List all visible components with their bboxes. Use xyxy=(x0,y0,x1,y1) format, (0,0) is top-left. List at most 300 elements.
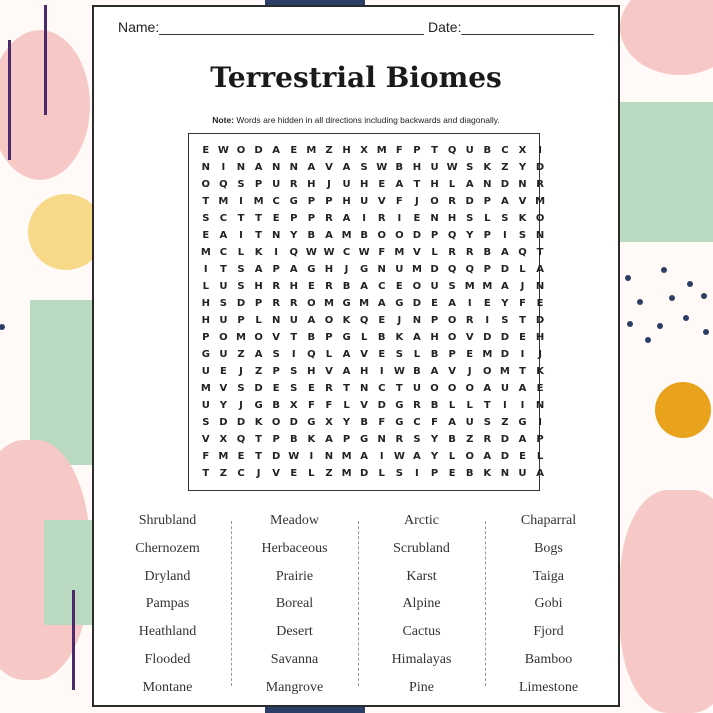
grid-letter: U xyxy=(201,366,210,377)
grid-letter: M xyxy=(482,349,493,360)
grid-letter: T xyxy=(519,366,526,377)
grid-letter: H xyxy=(307,179,316,190)
grid-letter: E xyxy=(290,145,298,156)
grid-letter: V xyxy=(465,332,474,343)
grid-letter: S xyxy=(501,315,509,326)
grid-letter: I xyxy=(503,230,507,241)
grid-letter: T xyxy=(255,451,262,462)
word-item: Montane xyxy=(142,679,193,695)
grid-letter: B xyxy=(448,434,456,445)
grid-letter: Q xyxy=(236,434,246,445)
grid-letter: U xyxy=(465,145,474,156)
grid-letter: R xyxy=(325,383,333,394)
grid-letter: Y xyxy=(466,230,474,241)
grid-letter: A xyxy=(536,264,544,275)
grid-letter: S xyxy=(466,162,474,173)
grid-letter: N xyxy=(271,162,281,173)
grid-letter: S xyxy=(202,417,210,428)
grid-letter: V xyxy=(360,400,369,411)
grid-letter: R xyxy=(395,434,404,445)
grid-letter: A xyxy=(325,434,333,445)
grid-letter: M xyxy=(359,298,370,309)
grid-row xyxy=(197,176,549,193)
grid-letter: C xyxy=(501,145,509,156)
grid-letter: A xyxy=(430,366,439,377)
grid-letter: A xyxy=(413,451,421,462)
grid-letter: N xyxy=(271,230,281,241)
grid-letter: E xyxy=(202,145,210,156)
word-item: Herbaceous xyxy=(261,540,328,556)
grid-letter: A xyxy=(254,162,263,173)
deco-green-rect-left-2 xyxy=(44,520,92,625)
grid-letter: U xyxy=(360,196,369,207)
grid-letter: A xyxy=(307,315,316,326)
grid-letter: N xyxy=(535,230,545,241)
grid-letter: R xyxy=(536,179,544,190)
grid-letter: D xyxy=(500,264,510,275)
grid-letter: N xyxy=(430,213,439,224)
grid-letter: V xyxy=(272,468,281,479)
grid-letter: C xyxy=(237,468,245,479)
grid-row xyxy=(197,261,549,278)
grid-letter: P xyxy=(325,196,333,207)
grid-row xyxy=(197,244,549,261)
grid-letter: X xyxy=(518,145,527,156)
grid-letter: D xyxy=(359,468,369,479)
grid-letter: Y xyxy=(430,451,439,462)
grid-letter: I xyxy=(485,315,490,326)
grid-letter: N xyxy=(535,400,545,411)
grid-letter: D xyxy=(236,298,246,309)
grid-letter: M xyxy=(411,264,422,275)
grid-letter: M xyxy=(253,196,264,207)
grid-letter: W xyxy=(446,162,458,173)
grid-letter: H xyxy=(535,332,545,343)
word-item: Boreal xyxy=(275,596,314,612)
word-item: Meadow xyxy=(270,513,319,528)
grid-letter: Y xyxy=(219,400,228,411)
grid-letter: I xyxy=(362,213,366,224)
deco-green-rect-right xyxy=(620,102,713,242)
grid-letter: S xyxy=(413,434,421,445)
grid-letter: R xyxy=(325,281,333,292)
word-item: Prairie xyxy=(275,568,314,584)
grid-letter: U xyxy=(219,315,228,326)
grid-letter: Z xyxy=(501,162,509,173)
grid-letter: B xyxy=(342,281,351,292)
grid-letter: N xyxy=(236,162,246,173)
grid-letter: S xyxy=(219,298,227,309)
grid-letter: Q xyxy=(518,247,527,258)
word-column xyxy=(358,507,485,702)
word-item: Limestone xyxy=(518,679,579,695)
grid-letter: M xyxy=(394,247,405,258)
grid-letter: I xyxy=(379,366,384,377)
word-item: Arctic xyxy=(404,513,439,528)
grid-letter: S xyxy=(466,213,474,224)
grid-letter: P xyxy=(483,196,491,207)
grid-letter: L xyxy=(325,349,333,360)
grid-letter: I xyxy=(239,196,243,207)
grid-letter: N xyxy=(518,179,527,190)
grid-letter: T xyxy=(219,264,227,275)
grid-letter: I xyxy=(538,417,542,428)
grid-letter: T xyxy=(413,179,421,190)
worksheet xyxy=(92,5,620,707)
grid-letter: E xyxy=(219,366,227,377)
grid-letter: G xyxy=(254,400,263,411)
grid-letter: L xyxy=(360,332,368,343)
grid-letter: O xyxy=(377,230,386,241)
grid-letter: A xyxy=(465,179,474,190)
grid-letter: O xyxy=(465,383,474,394)
grid-letter: E xyxy=(483,298,491,309)
grid-letter: S xyxy=(448,281,456,292)
grid-letter: D xyxy=(412,230,422,241)
grid-letter: E xyxy=(536,298,544,309)
grid-letter: M xyxy=(341,230,352,241)
grid-letter: K xyxy=(254,247,263,258)
grid-letter: A xyxy=(307,162,316,173)
grid-letter: J xyxy=(256,468,261,479)
word-item: Chaparral xyxy=(520,513,577,528)
grid-letter: A xyxy=(501,281,509,292)
grid-letter: L xyxy=(484,213,491,224)
grid-letter: H xyxy=(254,281,263,292)
grid-letter: S xyxy=(237,281,245,292)
grid-letter: L xyxy=(343,400,350,411)
grid-letter: G xyxy=(342,332,351,343)
word-item: Flooded xyxy=(144,651,191,667)
grid-letter: H xyxy=(324,264,334,275)
grid-letter: O xyxy=(236,145,246,156)
grid-letter: J xyxy=(327,179,331,190)
grid-letter: G xyxy=(395,400,404,411)
grid-letter: H xyxy=(201,298,210,309)
grid-letter: R xyxy=(448,247,456,258)
word-item: Bogs xyxy=(534,540,563,556)
grid-letter: J xyxy=(239,400,243,411)
grid-letter: P xyxy=(536,434,544,445)
grid-letter: C xyxy=(378,281,386,292)
grid-letter: H xyxy=(342,145,351,156)
grid-letter: G xyxy=(395,298,404,309)
grid-letter: H xyxy=(447,213,457,224)
grid-letter: I xyxy=(415,468,419,479)
grid-letter: L xyxy=(202,281,209,292)
grid-letter: G xyxy=(307,264,316,275)
grid-letter: N xyxy=(201,162,210,173)
grid-letter: K xyxy=(483,468,492,479)
grid-letter: A xyxy=(518,434,527,445)
grid-letter: Y xyxy=(430,434,439,445)
grid-letter: J xyxy=(520,281,525,292)
grid-letter: R xyxy=(289,298,298,309)
word-item: Dryland xyxy=(144,568,191,584)
grid-letter: D xyxy=(500,434,510,445)
grid-letter: R xyxy=(465,315,474,326)
grid-letter: E xyxy=(272,383,280,394)
grid-letter: O xyxy=(254,332,263,343)
grid-letter: V xyxy=(377,196,386,207)
grid-letter: A xyxy=(518,383,527,394)
grid-row xyxy=(197,295,549,312)
grid-letter: O xyxy=(447,315,457,326)
grid-letter: P xyxy=(202,332,210,343)
word-item: Bamboo xyxy=(524,651,573,667)
grid-letter: Z xyxy=(237,349,245,360)
grid-letter: W xyxy=(305,247,317,258)
grid-letter: W xyxy=(358,247,370,258)
grid-letter: N xyxy=(535,281,545,292)
deco-navy-dot-left xyxy=(0,322,8,332)
grid-letter: A xyxy=(413,332,421,343)
grid-letter: U xyxy=(395,264,404,275)
grid-letter: L xyxy=(431,247,438,258)
grid-letter: N xyxy=(377,434,386,445)
grid-letter: C xyxy=(219,247,228,258)
grid-letter: B xyxy=(360,230,368,241)
grid-letter: T xyxy=(519,315,526,326)
grid-letter: D xyxy=(500,332,510,343)
grid-letter: M xyxy=(218,451,229,462)
grid-letter: M xyxy=(200,247,211,258)
grid-letter: E xyxy=(378,315,386,326)
grid-row xyxy=(197,312,549,329)
grid-letter: F xyxy=(307,400,315,411)
grid-letter: A xyxy=(272,145,281,156)
grid-letter: S xyxy=(518,230,527,241)
grid-letter: A xyxy=(395,179,404,190)
grid-letter: G xyxy=(289,196,298,207)
grid-letter: D xyxy=(412,298,422,309)
grid-row xyxy=(197,431,549,448)
grid-letter: O xyxy=(447,383,457,394)
grid-letter: U xyxy=(289,315,298,326)
grid-letter: R xyxy=(413,400,421,411)
grid-letter: J xyxy=(415,196,419,207)
grid-letter: T xyxy=(343,383,350,394)
grid-letter: O xyxy=(307,298,316,309)
grid-letter: M xyxy=(200,383,211,394)
grid-letter: Q xyxy=(447,230,457,241)
grid-letter: R xyxy=(483,434,492,445)
grid-letter: W xyxy=(393,366,405,377)
grid-letter: A xyxy=(448,417,456,428)
grid-letter: T xyxy=(395,383,403,394)
grid-letter: E xyxy=(237,451,245,462)
word-item: Chernozem xyxy=(135,540,200,556)
grid-letter: B xyxy=(272,400,280,411)
grid-letter: O xyxy=(219,332,228,343)
grid-letter: M xyxy=(482,281,493,292)
note-text: Words are hidden in all directions including backwards and diagonally. xyxy=(234,115,500,125)
grid-letter: B xyxy=(430,349,439,360)
grid-letter: S xyxy=(202,213,210,224)
grid-letter: V xyxy=(201,434,210,445)
grid-letter: M xyxy=(499,366,510,377)
grid-letter: O xyxy=(395,230,404,241)
grid-letter: X xyxy=(360,145,368,156)
grid-letter: G xyxy=(518,417,527,428)
word-column xyxy=(485,507,612,702)
grid-letter: D xyxy=(289,417,298,428)
grid-letter: A xyxy=(501,196,509,207)
grid-letter: S xyxy=(272,349,280,360)
grid-letter: G xyxy=(201,349,210,360)
grid-letter: I xyxy=(239,230,243,241)
grid-letter: R xyxy=(272,298,281,309)
grid-letter: D xyxy=(377,400,386,411)
grid-letter: P xyxy=(272,264,280,275)
grid-letter: O xyxy=(465,451,474,462)
grid-letter: A xyxy=(483,383,492,394)
grid-row xyxy=(197,159,549,176)
word-item: Mangrove xyxy=(265,679,324,695)
grid-letter: K xyxy=(518,213,527,224)
grid-letter: C xyxy=(342,247,351,258)
grid-letter: L xyxy=(237,247,245,258)
grid-letter: T xyxy=(202,468,210,479)
grid-letter: F xyxy=(325,400,333,411)
grid-letter: J xyxy=(538,349,542,360)
grid-row xyxy=(197,193,549,210)
grid-letter: E xyxy=(290,468,298,479)
grid-row xyxy=(197,414,549,431)
grid-letter: C xyxy=(272,196,280,207)
grid-letter: I xyxy=(520,349,525,360)
grid-letter: E xyxy=(272,213,280,224)
grid-letter: B xyxy=(360,417,368,428)
deco-purple-line-3 xyxy=(72,590,75,690)
grid-letter: B xyxy=(377,332,386,343)
word-item: Pine xyxy=(409,679,434,695)
grid-letter: M xyxy=(236,332,246,343)
header-row xyxy=(118,19,594,41)
grid-letter: S xyxy=(237,383,245,394)
grid-letter: T xyxy=(255,230,262,241)
grid-letter: A xyxy=(483,451,492,462)
grid-letter: Q xyxy=(289,247,299,258)
grid-letter: S xyxy=(395,349,403,360)
grid-letter: J xyxy=(397,315,402,326)
grid-letter: D xyxy=(254,145,263,156)
grid-letter: K xyxy=(254,417,263,428)
grid-letter: L xyxy=(448,400,456,411)
grid-letter: I xyxy=(379,451,384,462)
grid-letter: I xyxy=(397,213,402,224)
grid-letter: P xyxy=(272,434,280,445)
grid-letter: O xyxy=(201,179,211,190)
grid-letter: S xyxy=(237,179,245,190)
grid-letter: L xyxy=(255,315,262,326)
grid-row xyxy=(197,346,549,363)
grid-row xyxy=(197,329,549,346)
grid-letter: I xyxy=(503,400,507,411)
grid-letter: B xyxy=(307,230,316,241)
word-item: Alpine xyxy=(402,596,441,612)
grid-letter: A xyxy=(342,349,351,360)
grid-letter: V xyxy=(518,196,527,207)
grid-row xyxy=(197,278,549,295)
grid-letter: T xyxy=(255,213,262,224)
grid-letter: E xyxy=(448,468,456,479)
grid-letter: B xyxy=(413,366,421,377)
grid-letter: P xyxy=(254,298,263,309)
grid-letter: F xyxy=(519,298,526,309)
grid-letter: V xyxy=(272,332,281,343)
grid-letter: M xyxy=(306,145,317,156)
grid-letter: L xyxy=(378,468,385,479)
grid-letter: J xyxy=(344,264,349,275)
grid-letter: S xyxy=(237,264,245,275)
grid-letter: T xyxy=(536,247,544,258)
deco-purple-line-1 xyxy=(44,5,47,115)
grid-letter: X xyxy=(219,434,228,445)
grid-letter: U xyxy=(465,417,474,428)
deco-pink-blob-top-right xyxy=(620,0,713,75)
grid-letter: F xyxy=(378,247,386,258)
deco-navy-rect-bottom xyxy=(265,707,365,713)
grid-letter: V xyxy=(325,366,333,377)
word-item: Taiga xyxy=(533,568,564,584)
grid-letter: P xyxy=(290,213,298,224)
word-item: Shrubland xyxy=(138,513,197,528)
grid-letter: A xyxy=(289,264,298,275)
grid-letter: Z xyxy=(466,434,474,445)
grid-letter: D xyxy=(219,417,228,428)
grid-letter: K xyxy=(342,315,351,326)
grid-letter: B xyxy=(430,400,439,411)
grid-letter: U xyxy=(518,468,527,479)
grid-letter: P xyxy=(430,230,439,241)
grid-letter: U xyxy=(430,281,439,292)
grid-letter: S xyxy=(483,417,491,428)
name-field-label: Name:__________________________________ xyxy=(118,19,424,35)
grid-letter: P xyxy=(272,366,280,377)
grid-letter: H xyxy=(359,179,369,190)
grid-letter: Z xyxy=(219,468,228,479)
grid-letter: I xyxy=(467,298,472,309)
grid-letter: T xyxy=(202,196,210,207)
note-prefix: Note: xyxy=(212,115,235,125)
grid-letter: P xyxy=(342,434,351,445)
grid-letter: Q xyxy=(447,145,457,156)
grid-letter: I xyxy=(274,247,279,258)
word-item: Fjord xyxy=(533,624,564,640)
grid-letter: C xyxy=(219,213,228,224)
page-title: Terrestrial Biomes xyxy=(210,61,502,94)
grid-letter: W xyxy=(323,247,335,258)
grid-letter: W xyxy=(217,145,229,156)
grid-row xyxy=(197,448,549,465)
word-item: Savanna xyxy=(270,651,319,667)
grid-letter: L xyxy=(466,400,473,411)
grid-letter: T xyxy=(255,434,262,445)
grid-letter: H xyxy=(289,281,298,292)
grid-letter: B xyxy=(483,247,492,258)
grid-letter: P xyxy=(237,315,245,326)
grid-letter: H xyxy=(412,162,422,173)
grid-letter: V xyxy=(219,383,228,394)
grid-letter: T xyxy=(290,332,298,343)
grid-letter: R xyxy=(448,196,456,207)
grid-letter: H xyxy=(342,196,351,207)
grid-letter: L xyxy=(448,451,456,462)
grid-letter: R xyxy=(377,213,386,224)
grid-letter: N xyxy=(289,162,298,173)
grid-letter: P xyxy=(325,332,333,343)
